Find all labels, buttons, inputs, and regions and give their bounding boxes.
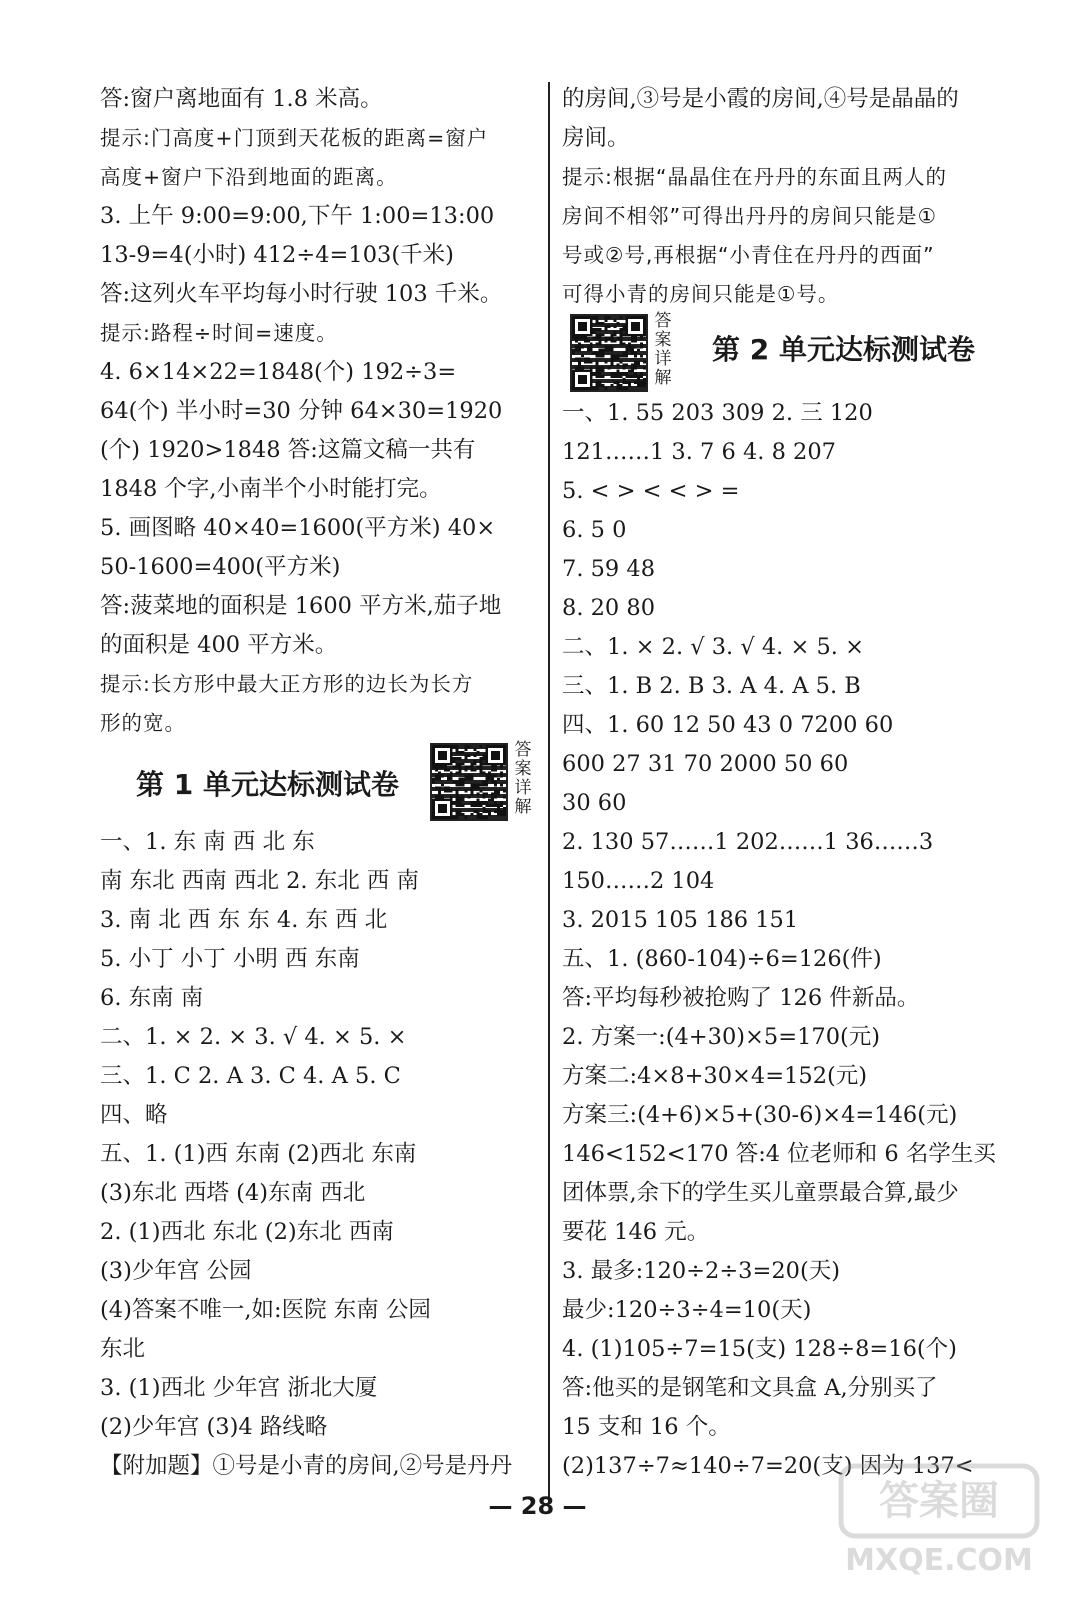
answer-line: (2)137÷7≈140÷7=20(支) 因为 137< bbox=[562, 1453, 974, 1479]
answer-line: 可得小青的房间只能是①号。 bbox=[562, 282, 840, 306]
answer-line: 6. 东南 南 bbox=[100, 985, 204, 1011]
unit-header bbox=[562, 311, 1002, 394]
answer-line: 1848 个字,小南半个小时能打完。 bbox=[100, 476, 442, 502]
qr-code-icon[interactable] bbox=[570, 314, 648, 392]
answer-line: 形的宽。 bbox=[100, 711, 186, 735]
answer-line: (2)少年宫 (3)4 路线略 bbox=[100, 1414, 328, 1440]
answer-line: 五、1. (1)西 东南 (2)西北 东南 bbox=[100, 1141, 417, 1167]
answer-line: 答:平均每秒被抢购了 126 件新品。 bbox=[562, 985, 920, 1011]
column-divider bbox=[548, 82, 550, 1502]
answer-line: 30 60 bbox=[562, 790, 627, 816]
answer-line: 600 27 31 70 2000 50 60 bbox=[562, 751, 849, 777]
answer-line: 提示:根据“晶晶住在丹丹的东面且两人的 bbox=[562, 165, 948, 189]
answer-line: 提示:长方形中最大正方形的边长为长方 bbox=[100, 672, 474, 696]
answer-line: 四、1. 60 12 50 43 0 7200 60 bbox=[562, 712, 894, 738]
answer-line: 3. (1)西北 少年宫 浙北大厦 bbox=[100, 1375, 378, 1401]
qr-label: 答案详解 bbox=[654, 311, 672, 388]
answer-line: 答:这列火车平均每小时行驶 103 千米。 bbox=[100, 281, 503, 307]
answer-line: 4. 6×14×22=1848(个) 192÷3= bbox=[100, 359, 457, 385]
unit-title: 第 1 单元达标测试卷 bbox=[136, 768, 399, 801]
answer-line: 2. 方案一:(4+30)×5=170(元) bbox=[562, 1024, 881, 1050]
answer-line: 答:窗户离地面有 1.8 米高。 bbox=[100, 86, 383, 112]
answer-line: 5. 小丁 小丁 小明 西 东南 bbox=[100, 946, 360, 972]
answer-line: (4)答案不唯一,如:医院 东南 公园 bbox=[100, 1297, 431, 1323]
answer-line: (3)东北 西塔 (4)东南 西北 bbox=[100, 1180, 366, 1206]
answer-line: 三、1. B 2. B 3. A 4. A 5. B bbox=[562, 673, 861, 699]
answer-line: 50-1600=400(平方米) bbox=[100, 554, 341, 580]
answer-line: 146<152<170 答:4 位老师和 6 名学生买 bbox=[562, 1141, 996, 1167]
answer-line: 5. < > < < > = bbox=[562, 478, 740, 504]
answer-line: 8. 20 80 bbox=[562, 595, 656, 621]
unit-header bbox=[100, 740, 540, 823]
answer-line: 高度+窗户下沿到地面的距离。 bbox=[100, 165, 398, 189]
answer-line: 【附加题】①号是小青的房间,②号是丹丹 bbox=[100, 1453, 513, 1479]
answer-line: 的房间,③号是小霞的房间,④号是晶晶的 bbox=[562, 86, 959, 112]
answer-line: 答:他买的是钢笔和文具盒 A,分别买了 bbox=[562, 1375, 938, 1401]
answer-line: (个) 1920>1848 答:这篇文稿一共有 bbox=[100, 437, 476, 463]
answer-line: 要花 146 元。 bbox=[562, 1219, 710, 1245]
answer-line: 5. 画图略 40×40=1600(平方米) 40× bbox=[100, 515, 496, 541]
answer-line: 2. 130 57……1 202……1 36……3 bbox=[562, 829, 934, 855]
answer-line: 一、1. 55 203 309 2. 三 120 bbox=[562, 400, 873, 426]
svg-text:MXQE.COM: MXQE.COM bbox=[845, 1543, 1033, 1578]
answer-line: 东北 bbox=[100, 1336, 146, 1362]
qr-label: 答案详解 bbox=[514, 740, 532, 817]
answer-line: 3. 上午 9:00=9:00,下午 1:00=13:00 bbox=[100, 203, 495, 229]
answer-line: 提示:路程÷时间=速度。 bbox=[100, 321, 338, 345]
answer-line: 房间不相邻”可得出丹丹的房间只能是① bbox=[562, 204, 937, 228]
answer-line: 2. (1)西北 东北 (2)东北 西南 bbox=[100, 1219, 394, 1245]
answer-line: 一、1. 东 南 西 北 东 bbox=[100, 829, 315, 855]
answer-line: 64(个) 半小时=30 分钟 64×30=1920 bbox=[100, 398, 503, 424]
answer-line: 四、略 bbox=[100, 1102, 168, 1128]
answer-line: 答:菠菜地的面积是 1600 平方米,茄子地 bbox=[100, 593, 502, 619]
answer-line: 方案二:4×8+30×4=152(元) bbox=[562, 1063, 868, 1089]
answer-line: (3)少年宫 公园 bbox=[100, 1258, 252, 1284]
answer-line: 五、1. (860-104)÷6=126(件) bbox=[562, 946, 882, 972]
answer-line: 15 支和 16 个。 bbox=[562, 1414, 731, 1440]
answer-line: 提示:门高度+门顶到天花板的距离=窗户 bbox=[100, 126, 489, 150]
answer-line: 3. 南 北 西 东 东 4. 东 西 北 bbox=[100, 907, 388, 933]
answer-line: 方案三:(4+6)×5+(30-6)×4=146(元) bbox=[562, 1102, 958, 1128]
watermark-text: 答案圈 bbox=[879, 1478, 999, 1524]
answer-line: 三、1. C 2. A 3. C 4. A 5. C bbox=[100, 1063, 401, 1089]
answer-line: 团体票,余下的学生买儿童票最合算,最少 bbox=[562, 1180, 959, 1206]
answer-line: 4. (1)105÷7=15(支) 128÷8=16(个) bbox=[562, 1336, 957, 1362]
answer-line: 二、1. × 2. × 3. √ 4. × 5. × bbox=[100, 1024, 407, 1050]
right-column bbox=[562, 80, 1002, 1486]
left-column bbox=[100, 80, 540, 1486]
answer-line: 150……2 104 bbox=[562, 868, 715, 894]
qr-code-icon[interactable] bbox=[430, 743, 508, 821]
answer-line: 南 东北 西南 西北 2. 东北 西 南 bbox=[100, 868, 420, 894]
answer-line: 最少:120÷3÷4=10(天) bbox=[562, 1297, 812, 1323]
watermark-logo bbox=[835, 1462, 1045, 1582]
answer-line: 121……1 3. 7 6 4. 8 207 bbox=[562, 439, 836, 465]
answer-line: 3. 2015 105 186 151 bbox=[562, 907, 799, 933]
page-number: — 28 — bbox=[488, 1492, 587, 1520]
unit-title: 第 2 单元达标测试卷 bbox=[712, 333, 975, 366]
answer-line: 7. 59 48 bbox=[562, 556, 656, 582]
answer-line: 的面积是 400 平方米。 bbox=[100, 632, 338, 658]
answer-line: 6. 5 0 bbox=[562, 517, 627, 543]
answer-line: 3. 最多:120÷2÷3=20(天) bbox=[562, 1258, 841, 1284]
answer-line: 二、1. × 2. √ 3. √ 4. × 5. × bbox=[562, 634, 864, 660]
answer-line: 号或②号,再根据“小青住在丹丹的西面” bbox=[562, 243, 935, 267]
answer-line: 13-9=4(小时) 412÷4=103(千米) bbox=[100, 242, 454, 268]
answer-line: 房间。 bbox=[562, 125, 630, 151]
